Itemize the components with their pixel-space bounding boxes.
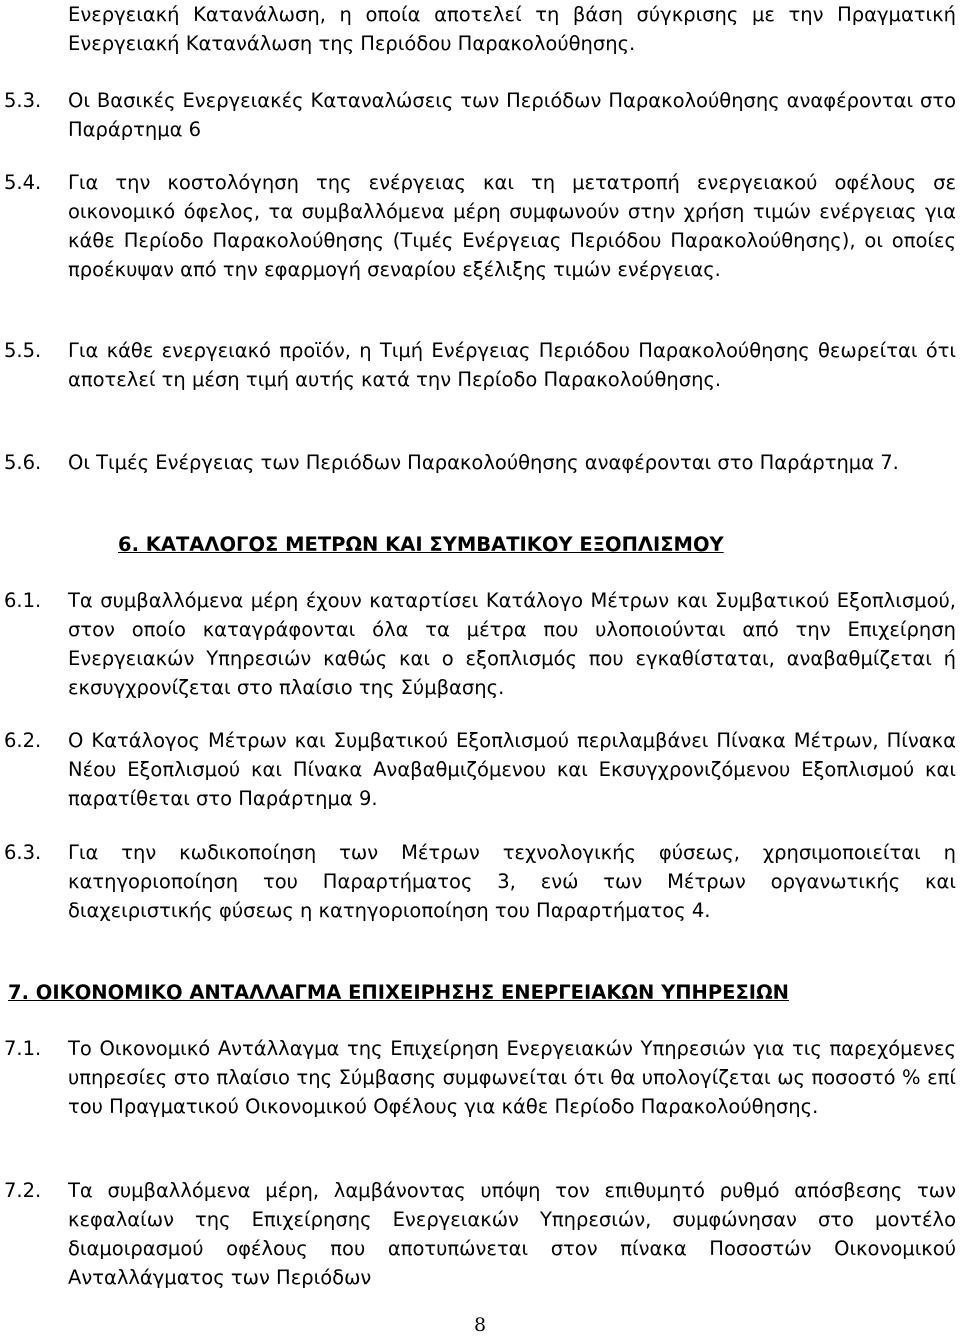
section-heading-7: 7. ΟΙΚΟΝΟΜΙΚΟ ΑΝΤΑΛΛΑΓΜΑ ΕΠΙΧΕΙΡΗΣΗΣ ΕΝΕΡΓΕΙΑΚΩΝ ΥΠΗΡΕΣΙΩΝ: [8, 981, 789, 1004]
paragraph-number: 6.1.: [4, 589, 42, 612]
page-number: 8: [473, 1314, 487, 1336]
paragraph-text: Για την κοστολόγηση της ενέργειας και τη μετατροπή ενεργειακού οφέλους σε οικονομικό όφελος, τα συμβαλλόμενα μέρη συμφωνούν στην χρήση τιμών ενέργειας για κάθε Περίοδο Παρακολούθησης (Τιμές Ενέργειας Περιόδου Παρακολούθησης), οι οποίες προέκυψαν από την εφαρμογή σεναρίου εξέλιξης τιμών ενέργειας.: [68, 171, 956, 281]
paragraph-text: Για κάθε ενεργειακό προϊόν, η Τιμή Ενέργειας Περιόδου Παρακολούθησης θεωρείται ότι αποτελεί τη μέση τιμή αυτής κατά την Περίοδο Παρακολούθησης.: [68, 339, 956, 391]
paragraph-number: 6.3.: [4, 841, 42, 864]
paragraph-number: 7.2.: [4, 1179, 42, 1202]
paragraph-text: Τα συμβαλλόμενα μέρη έχουν καταρτίσει Κατάλογο Μέτρων και Συμβατικού Εξοπλισμού, στον οποίο καταγράφονται όλα τα μέτρα που υλοποιούνται από την Επιχείρηση Ενεργειακών Υπηρεσιών καθώς και ο εξοπλισμός που εγκαθίσταται, αναβαθμίζεται ή εκσυγχρονίζεται στο πλαίσιο της Σύμβασης.: [68, 589, 956, 699]
paragraph-text: Ο Κατάλογος Μέτρων και Συμβατικού Εξοπλισμού περιλαμβάνει Πίνακα Μέτρων, Πίνακα Νέου Εξοπλισμού και Πίνακα Αναβαθμιζόμενου και Εκσυγχρονιζόμενου Εξοπλισμού και παρατίθεται στο Παράρτημα 9.: [68, 729, 956, 810]
intro-text: Ενεργειακή Κατανάλωση, η οποία αποτελεί τη βάση σύγκρισης με την Πραγματική Ενεργειακή Κατανάλωση της Περιόδου Παρακολούθησης.: [68, 3, 956, 55]
paragraph-number: 7.1.: [4, 1037, 42, 1060]
paragraph-number: 5.6.: [4, 451, 42, 474]
paragraph-text: Τα συμβαλλόμενα μέρη, λαμβάνοντας υπόψη τον επιθυμητό ρυθμό απόσβεσης των κεφαλαίων της Επιχείρησης Ενεργειακών Υπηρεσιών, συμφώνησαν στο μοντέλο διαμοιρασμού οφέλους που αποτυπώνεται στον πίνακα Ποσοστών Οικονομικού Ανταλλάγματος των Περιόδων: [68, 1179, 956, 1289]
paragraph-text: Οι Βασικές Ενεργειακές Καταναλώσεις των Περιόδων Παρακολούθησης αναφέρονται στο Παράρτημα 6: [68, 89, 956, 141]
paragraph-number: 5.5.: [4, 339, 42, 362]
paragraph-number: 6.2.: [4, 729, 42, 752]
paragraph-number: 5.4.: [4, 171, 42, 194]
paragraph-number: 5.3.: [4, 89, 42, 112]
paragraph-text: Οι Τιμές Ενέργειας των Περιόδων Παρακολούθησης αναφέρονται στο Παράρτημα 7.: [68, 451, 899, 474]
paragraph-text: Για την κωδικοποίηση των Μέτρων τεχνολογικής φύσεως, χρησιμοποιείται η κατηγοριοποίηση του Παραρτήματος 3, ενώ των Μέτρων οργανωτικής και διαχειριστικής φύσεως η κατηγοριοποίηση του Παραρτήματος 4.: [68, 841, 956, 922]
section-heading-6: 6. ΚΑΤΑΛΟΓΟΣ ΜΕΤΡΩΝ ΚΑΙ ΣΥΜΒΑΤΙΚΟΥ ΕΞΟΠΛΙΣΜΟΥ: [118, 533, 724, 556]
paragraph-text: Το Οικονομικό Αντάλλαγμα της Επιχείρηση Ενεργειακών Υπηρεσιών για τις παρεχόμενες υπηρεσίες στο πλαίσιο της Σύμβασης συμφωνείται ότι θα υπολογίζεται ως ποσοστό % επί του Πραγματικού Οικονομικού Οφέλους για κάθε Περίοδο Παρακολούθησης.: [68, 1037, 956, 1118]
